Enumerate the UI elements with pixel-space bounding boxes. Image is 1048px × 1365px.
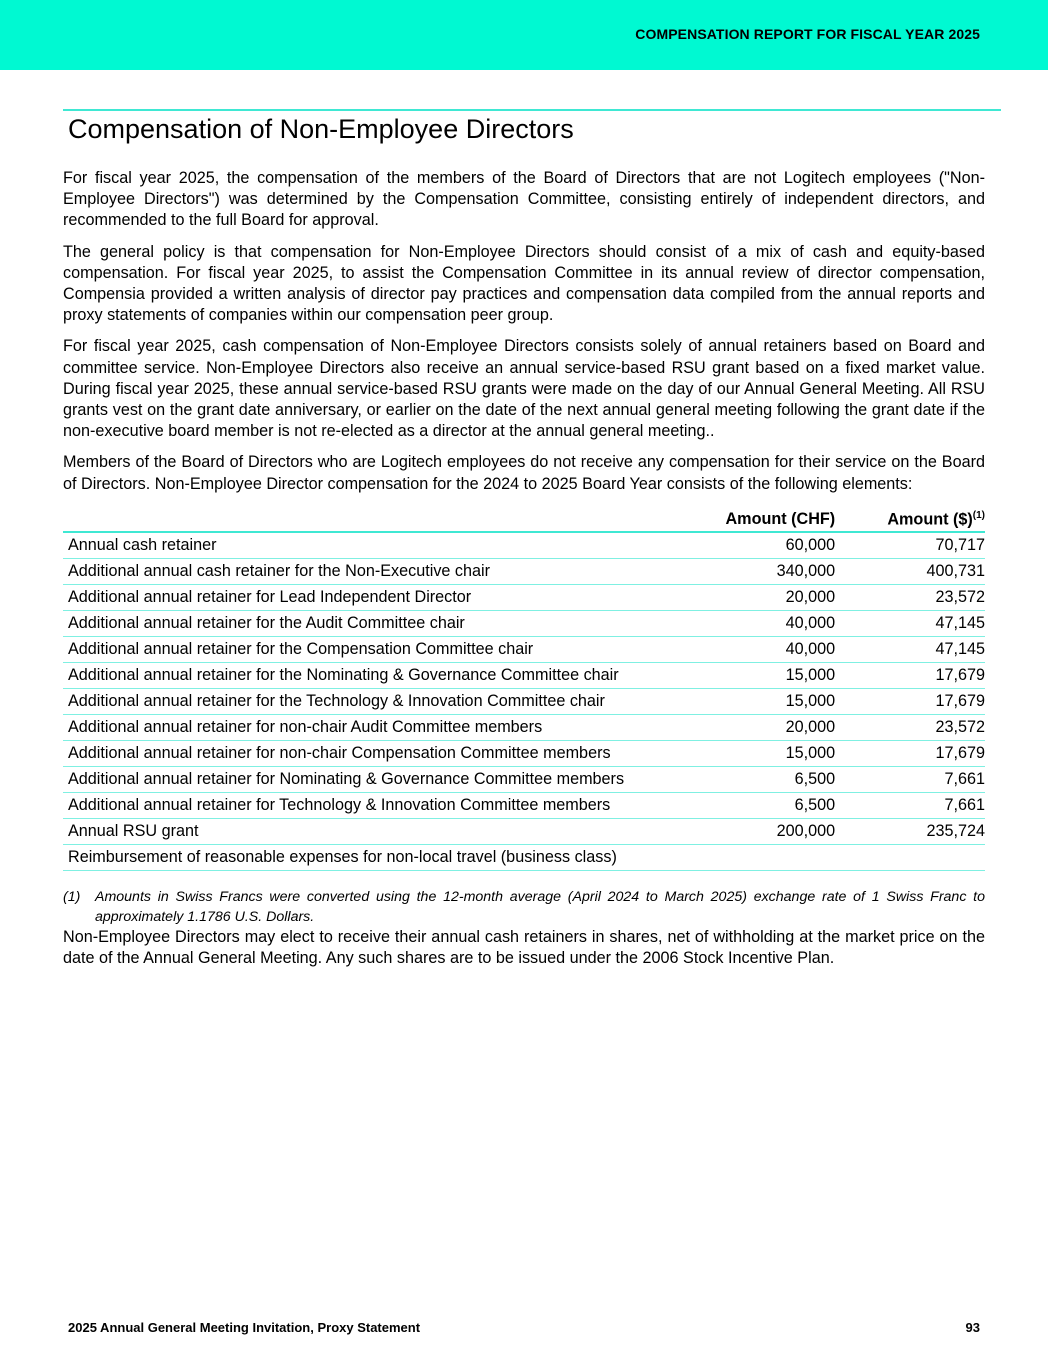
table-row xyxy=(63,585,985,611)
table-row xyxy=(63,689,985,715)
row-label: Additional annual retainer for Lead Independent Director xyxy=(63,585,706,611)
row-chf: 340,000 xyxy=(706,559,835,585)
row-label: Additional annual retainer for non-chair Compensation Committee members xyxy=(63,741,706,767)
table-row xyxy=(63,741,985,767)
row-usd: 7,661 xyxy=(835,793,985,819)
row-label: Additional annual retainer for the Technology & Innovation Committee chair xyxy=(63,689,706,715)
table-row xyxy=(63,767,985,793)
row-usd: 17,679 xyxy=(835,741,985,767)
page-footer xyxy=(68,1320,980,1335)
table-row xyxy=(63,663,985,689)
section-title: Compensation of Non-Employee Directors xyxy=(68,114,574,144)
table-row xyxy=(63,715,985,741)
column-header-element xyxy=(63,507,706,532)
row-label: Additional annual cash retainer for the Non-Executive chair xyxy=(63,559,706,585)
column-header-chf xyxy=(706,507,835,532)
table-row xyxy=(63,845,985,871)
row-label: Additional annual retainer for Technology & Innovation Committee members xyxy=(63,793,706,819)
row-chf: 6,500 xyxy=(706,767,835,793)
row-label: Additional annual retainer for the Compensation Committee chair xyxy=(63,637,706,663)
section-divider xyxy=(63,109,1001,111)
table-row xyxy=(63,819,985,845)
column-header-chf-label: Amount (CHF) xyxy=(725,510,836,529)
paragraph-1: For fiscal year 2025, the compensation of the members of the Board of Directors that are not Logitech employees ("Non-Employee Directors") was determined by the Compensation Committee, consisting entirely of independent directors, and recommended to the full Board for approval. xyxy=(63,169,985,230)
row-usd: 235,724 xyxy=(835,819,985,845)
table-row xyxy=(63,532,985,559)
row-usd: 47,145 xyxy=(835,637,985,663)
row-chf: 40,000 xyxy=(706,611,835,637)
page-number: 93 xyxy=(965,1320,980,1335)
row-chf: 40,000 xyxy=(706,637,835,663)
main-content xyxy=(63,168,985,980)
row-usd xyxy=(835,845,985,871)
table-header-row xyxy=(63,507,985,532)
row-usd: 400,731 xyxy=(835,559,985,585)
compensation-table xyxy=(63,507,985,871)
row-label: Additional annual retainer for non-chair Audit Committee members xyxy=(63,715,706,741)
row-label: Additional annual retainer for the Nominating & Governance Committee chair xyxy=(63,663,706,689)
row-usd: 17,679 xyxy=(835,663,985,689)
column-header-usd xyxy=(835,507,985,532)
row-chf: 15,000 xyxy=(706,663,835,689)
column-header-usd-label: Amount ($) xyxy=(887,510,973,529)
footnote xyxy=(63,887,985,927)
table-row xyxy=(63,559,985,585)
footnote-mark: (1) xyxy=(63,889,81,906)
row-usd: 47,145 xyxy=(835,611,985,637)
paragraph-3: For fiscal year 2025, cash compensation of Non-Employee Directors consists solely of annual retainers based on Board and committee service. Non-Employee Directors also receive an annual service-based RSU grant based on a fixed market value. During fiscal year 2025, these annual service-based RSU grants were made on the day of our Annual General Meeting. All RSU grants vest on the grant date anniversary, or earlier on the date of the next annual general meeting following the grant date if the non-executive board member is not re-elected as a director at the annual general meeting.. xyxy=(63,337,985,441)
row-usd: 70,717 xyxy=(835,532,985,559)
row-chf: 15,000 xyxy=(706,741,835,767)
row-chf: 20,000 xyxy=(706,585,835,611)
footer-document-title: 2025 Annual General Meeting Invitation, Proxy Statement xyxy=(68,1320,421,1335)
paragraph-2: The general policy is that compensation for Non-Employee Directors should consist of a mix of cash and equity-based compensation. For fiscal year 2025, to assist the Compensation Committee in its annual review of director compensation, Compensia provided a written analysis of director pay practices and compensation data compiled from the annual reports and proxy statements of companies within our compensation peer group. xyxy=(63,242,985,325)
row-label: Reimbursement of reasonable expenses for non-local travel (business class) xyxy=(63,845,706,871)
row-chf: 6,500 xyxy=(706,793,835,819)
row-label: Annual cash retainer xyxy=(63,532,706,559)
row-chf xyxy=(706,845,835,871)
row-chf: 20,000 xyxy=(706,715,835,741)
table-row xyxy=(63,611,985,637)
report-header-title: COMPENSATION REPORT FOR FISCAL YEAR 2025 xyxy=(635,26,980,42)
table-row xyxy=(63,637,985,663)
table-row xyxy=(63,793,985,819)
row-label: Additional annual retainer for the Audit Committee chair xyxy=(63,611,706,637)
footnote-ref: (1) xyxy=(972,509,985,521)
paragraph-4: Members of the Board of Directors who are Logitech employees do not receive any compensation for their service on the Board of Directors. Non-Employee Director compensation for the 2024 to 2025 Board Year consists of the following elements: xyxy=(63,453,985,493)
row-chf: 200,000 xyxy=(706,819,835,845)
row-usd: 23,572 xyxy=(835,585,985,611)
closing-paragraph: Non-Employee Directors may elect to receive their annual cash retainers in shares, net of withholding at the market price on the date of the Annual General Meeting. Any such shares are to be issued under the 2006 Stock Incentive Plan. xyxy=(63,928,985,968)
row-label: Additional annual retainer for Nominating & Governance Committee members xyxy=(63,767,706,793)
footnote-text: Amounts in Swiss Francs were converted using the 12-month average (April 2024 to March 2025) exchange rate of 1 Swiss Franc to approximately 1.1786 U.S. Dollars. xyxy=(95,889,985,926)
row-usd: 17,679 xyxy=(835,689,985,715)
row-usd: 23,572 xyxy=(835,715,985,741)
row-label: Annual RSU grant xyxy=(63,819,706,845)
header-band xyxy=(0,0,1048,70)
row-usd: 7,661 xyxy=(835,767,985,793)
row-chf: 15,000 xyxy=(706,689,835,715)
row-chf: 60,000 xyxy=(706,532,835,559)
